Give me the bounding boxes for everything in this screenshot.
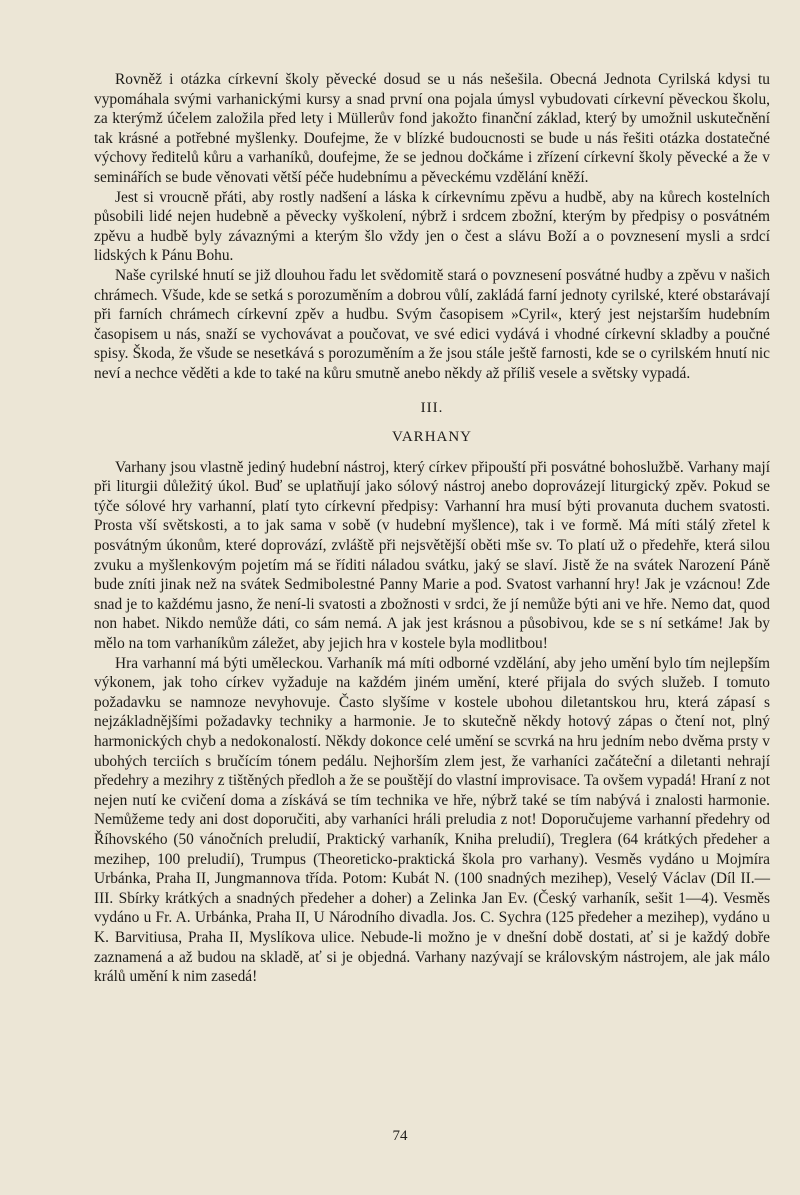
paragraph-cyril-movement: Naše cyrilské hnutí se již dlouhou řadu let svědomitě stará o povznesení posvátné hudby a zpěvu v našich chrámech. Všude, kde se setká s porozuměním a dobrou vůlí, zakládá farní jednoty cyrilské, které obstarávají při farních chrámech církevní zpěv a hudbu. Svým časopisem »Cyril«, který jest nejstarším hudebním časopisem u nás, snaží se vychovávat a poučovat, ve své edici vydává i vhodné církevní skladby a poučné spisy. Škoda, že všude se nesetkává s porozuměním a že jsou stále ještě farnosti, kde se o cyrilském hnutí nic neví a nechce věděti a kde to také na kůru smutně anebo někdy až příliš vesele a světsky vypadá. xyxy=(94,266,770,382)
body-text xyxy=(94,70,770,987)
paragraph-organ-intro: Varhany jsou vlastně jediný hudební nástroj, který církev připouští při posvátné bohoslužbě. Varhany mají při liturgii důležitý úkol. Buď se uplatňují jako sólový nástroj anebo doprovázejí liturgický zpěv. Pokud se týče sólové hry varhanní, platí tyto církevní předpisy: Varhanní hra musí býti provanuta duchem svatosti. Prosta vší světskosti, a to jak sama v sobě (v hudební myšlence), tak i ve formě. Má míti stálý zřetel k posvátným úkonům, které doprovází, zvláště při nejsvětější oběti mše sv. To platí už o předehře, která silou zvuku a myšlenkovým pojetím má se říditi náladou svátku, jaký se slaví. Jistě že na svátek Narození Páně bude zníti jinak než na svátek Sedmibolestné Panny Marie a pod. Svatost varhanní hry! Jak je vzácnou! Zde snad je to každému jasno, že není-li svatosti a zbožnosti v srdci, že jí nemůže býti ani ve hře. Nemo dat, quod non habet. Nikdo nemůže dáti, co sám nemá. A jak jest krásnou a působivou, kde se s ní setkáme! Jak by mělo na tom varhaníkům záležet, aby jejich hra v kostele byla modlitbou! xyxy=(94,458,770,653)
section-number: III. xyxy=(420,399,444,416)
paragraph-church-school: Rovněž i otázka církevní školy pěvecké dosud se u nás nešešila. Obecná Jednota Cyrilská kdysi tu vypomáhala svými varhanickými kursy a snad první ona pojala úmysl vybudovati církevní pěveckou školu, za kterýmž účelem založila před lety i Müllerův fond jakožto finanční základ, který by umožnil uskutečnění tak krásné a potřebné myšlenky. Doufejme, že v blízké budoucnosti se bude u nás řešiti otázka dostatečné výchovy ředitelů kůru a varhaníků, doufejme, že se jednou dočkáme i zřízení církevní školy pěvecké a že v seminářích se bude věnovati větší péče hudebnímu a pěveckému vzdělání kněží. xyxy=(94,71,770,186)
paragraph-wishes: Jest si vroucně přáti, aby rostly nadšení a láska k církevnímu zpěvu a hudbě, aby na kůrech kostelních působili lidé nejen hudebně a pěvecky vyškolení, nýbrž i srdcem zbožní, kterým by předpisy o posvátném zpěvu a hudbě byly závaznými a kterým šlo vždy jen o čest a slávu Boží a o povznesení mysli a srdcí lidských k Pánu Bohu. xyxy=(94,188,770,265)
section-title: VARHANY xyxy=(391,429,473,446)
paragraph-organ-art: Hra varhanní má býti uměleckou. Varhaník má míti odborné vzdělání, aby jeho umění bylo tím nejlepším výkonem, jak toho církev vyžaduje na každém jiném umění, které přijala do svých služeb. I tomuto požadavku se namnoze nevyhovuje. Často slyšíme v kostele ubohou diletantskou hru, která zápasí s nejzákladnějšími požadavky techniky a harmonie. Je to skutečně někdy hotový zápas o čtení not, plný harmonických chyb a nedokonalostí. Někdy dokonce celé umění se scvrká na hru jedním nebo dvěma prsty v ubohých terciích s bručícím tónem pedálu. Nejhorším zlem jest, že varhaníci začáteční a diletanti nehrají předehry a mezihry z tištěných předloh a že se pouštějí do vlastní improvisace. Ta ovšem vypadá! Hraní z not nejen nutí ke cvičení doma a získává se tím technika ve hře, nýbrž také se tím nabývá i znalosti harmonie. Nemůžeme tedy ani dost doporučiti, aby varhaníci hráli preludia z not! Doporučujeme varhanní předehry od Říhovského (50 vánočních preludií, Praktický varhaník, Kniha preludií), Treglera (64 krátkých předeher a mezihер, 100 preludií), Trumpus (Theoreticko-praktická škola pro varhany). Vesměs vydáno u Mojmíra Urbánka, Praha II, Jungmannova třída. Potom: Kubát N. (100 snadných mezihер), Veselý Václav (Díl II.—III. Sbírky krátkých a snadných předeher a doher) a Zelinka Jan Ev. (Český varhaník, sešit 1—4). Vesměs vydáno u Fr. A. Urbánka, Praha II, U Národního divadla. Jos. C. Sychra (125 předeher a mezihер), vydáno u K. Barvitiusa, Praha II, Myslíkova ulice. Nebude-li možno je v dnešní době dostati, ať si je každý dobře zaznamená a až budou na skladě, ať si je objedná. Varhany nazývají se královským nástrojem, ale jak málo králů umění k nim zasedá! xyxy=(94,654,770,986)
page-number: 74 xyxy=(392,1128,408,1144)
